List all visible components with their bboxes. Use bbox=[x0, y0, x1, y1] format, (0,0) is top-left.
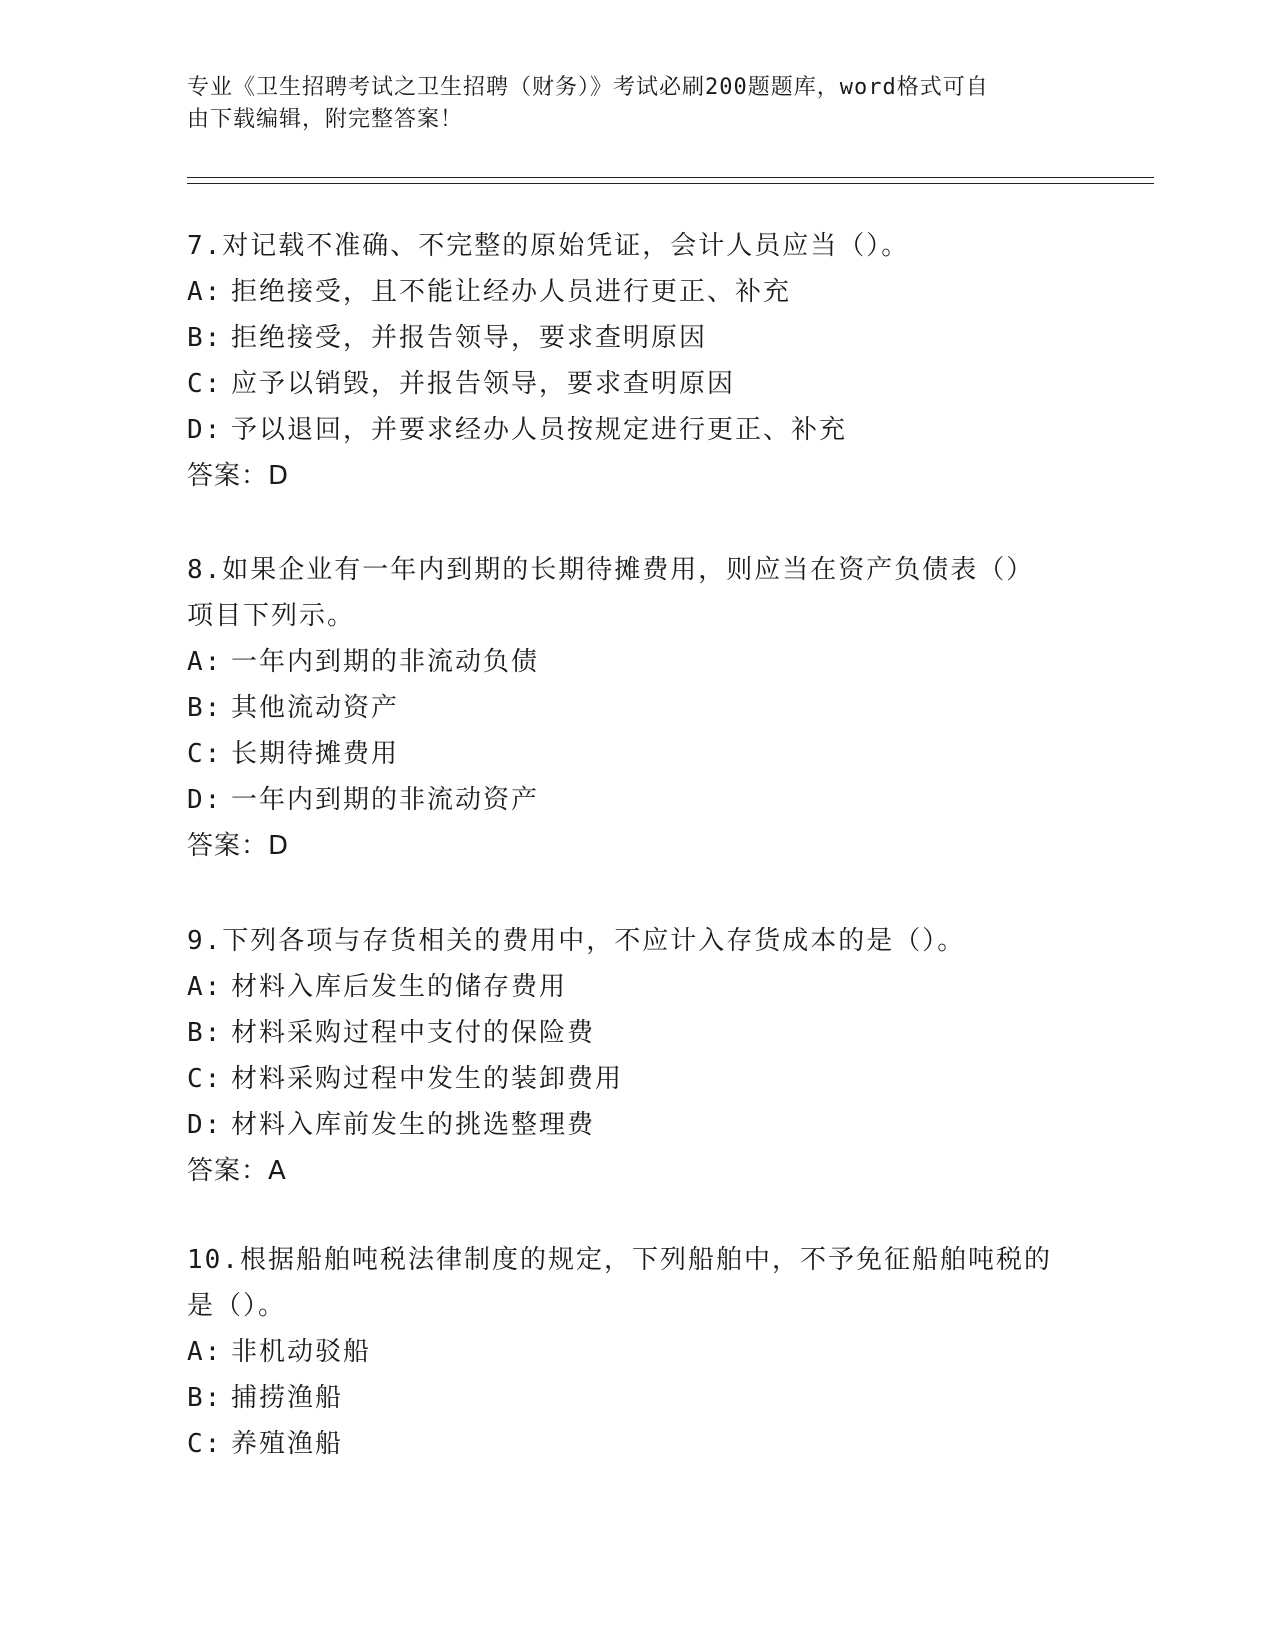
option-c bbox=[187, 731, 1087, 777]
header-title-line-1: 专业《卫生招聘考试之卫生招聘（财务）》考试必刷200题题库，word格式可自 bbox=[187, 75, 989, 100]
option-key: D: bbox=[187, 415, 223, 445]
option-key: A: bbox=[187, 972, 223, 1002]
option-b bbox=[187, 315, 1087, 361]
option-a bbox=[187, 269, 1087, 315]
option-key: C: bbox=[187, 369, 223, 399]
document-header bbox=[187, 72, 1067, 136]
question-10 bbox=[187, 1237, 1087, 1467]
option-text: 予以退回，并要求经办人员按规定进行更正、补充 bbox=[231, 415, 848, 445]
option-text: 材料采购过程中支付的保险费 bbox=[231, 1018, 596, 1048]
option-a bbox=[187, 964, 1087, 1010]
option-key: D: bbox=[187, 785, 223, 815]
option-d bbox=[187, 777, 1087, 823]
header-divider-bottom bbox=[187, 183, 1154, 184]
question-7 bbox=[187, 223, 1087, 499]
question-stem: 7.对记载不准确、不完整的原始凭证，会计人员应当（）。 bbox=[187, 231, 910, 261]
option-key: A: bbox=[187, 277, 223, 307]
option-key: A: bbox=[187, 1337, 223, 1367]
option-text: 材料入库前发生的挑选整理费 bbox=[231, 1110, 596, 1140]
header-divider-top bbox=[187, 177, 1154, 178]
option-text: 养殖渔船 bbox=[231, 1429, 344, 1459]
option-b bbox=[187, 685, 1087, 731]
option-key: B: bbox=[187, 693, 223, 723]
option-key: C: bbox=[187, 739, 223, 769]
question-stem: 10.根据船舶吨税法律制度的规定，下列船舶中，不予免征船舶吨税的 bbox=[187, 1245, 1052, 1275]
header-title-line-2: 由下载编辑，附完整答案！ bbox=[187, 107, 464, 132]
option-c bbox=[187, 1421, 1087, 1467]
option-text: 材料入库后发生的储存费用 bbox=[231, 972, 568, 1002]
option-key: B: bbox=[187, 1383, 223, 1413]
answer: 答案：A bbox=[187, 1156, 287, 1186]
option-b bbox=[187, 1010, 1087, 1056]
question-stem: 8.如果企业有一年内到期的长期待摊费用，则应当在资产负债表（） bbox=[187, 555, 1035, 585]
option-key: D: bbox=[187, 1110, 223, 1140]
option-text: 应予以销毁，并报告领导，要求查明原因 bbox=[231, 369, 736, 399]
option-a bbox=[187, 639, 1087, 685]
question-stem-continued: 项目下列示。 bbox=[187, 601, 356, 631]
option-text: 材料采购过程中发生的装卸费用 bbox=[231, 1064, 624, 1094]
question-9 bbox=[187, 918, 1087, 1194]
option-key: B: bbox=[187, 1018, 223, 1048]
option-text: 拒绝接受，且不能让经办人员进行更正、补充 bbox=[231, 277, 792, 307]
option-d bbox=[187, 1102, 1087, 1148]
option-text: 一年内到期的非流动资产 bbox=[231, 785, 540, 815]
option-b bbox=[187, 1375, 1087, 1421]
question-8 bbox=[187, 547, 1087, 869]
option-text: 一年内到期的非流动负债 bbox=[231, 647, 540, 677]
option-text: 非机动驳船 bbox=[231, 1337, 372, 1367]
question-stem: 9.下列各项与存货相关的费用中，不应计入存货成本的是（）。 bbox=[187, 926, 966, 956]
option-text: 长期待摊费用 bbox=[231, 739, 400, 769]
option-text: 拒绝接受，并报告领导，要求查明原因 bbox=[231, 323, 708, 353]
answer: 答案：D bbox=[187, 831, 290, 861]
option-key: C: bbox=[187, 1429, 223, 1459]
option-c bbox=[187, 361, 1087, 407]
option-c bbox=[187, 1056, 1087, 1102]
option-key: A: bbox=[187, 647, 223, 677]
option-text: 其他流动资产 bbox=[231, 693, 400, 723]
option-d bbox=[187, 407, 1087, 453]
option-a bbox=[187, 1329, 1087, 1375]
question-stem-continued: 是（）。 bbox=[187, 1291, 287, 1321]
option-text: 捕捞渔船 bbox=[231, 1383, 344, 1413]
option-key: C: bbox=[187, 1064, 223, 1094]
option-key: B: bbox=[187, 323, 223, 353]
answer: 答案：D bbox=[187, 461, 290, 491]
